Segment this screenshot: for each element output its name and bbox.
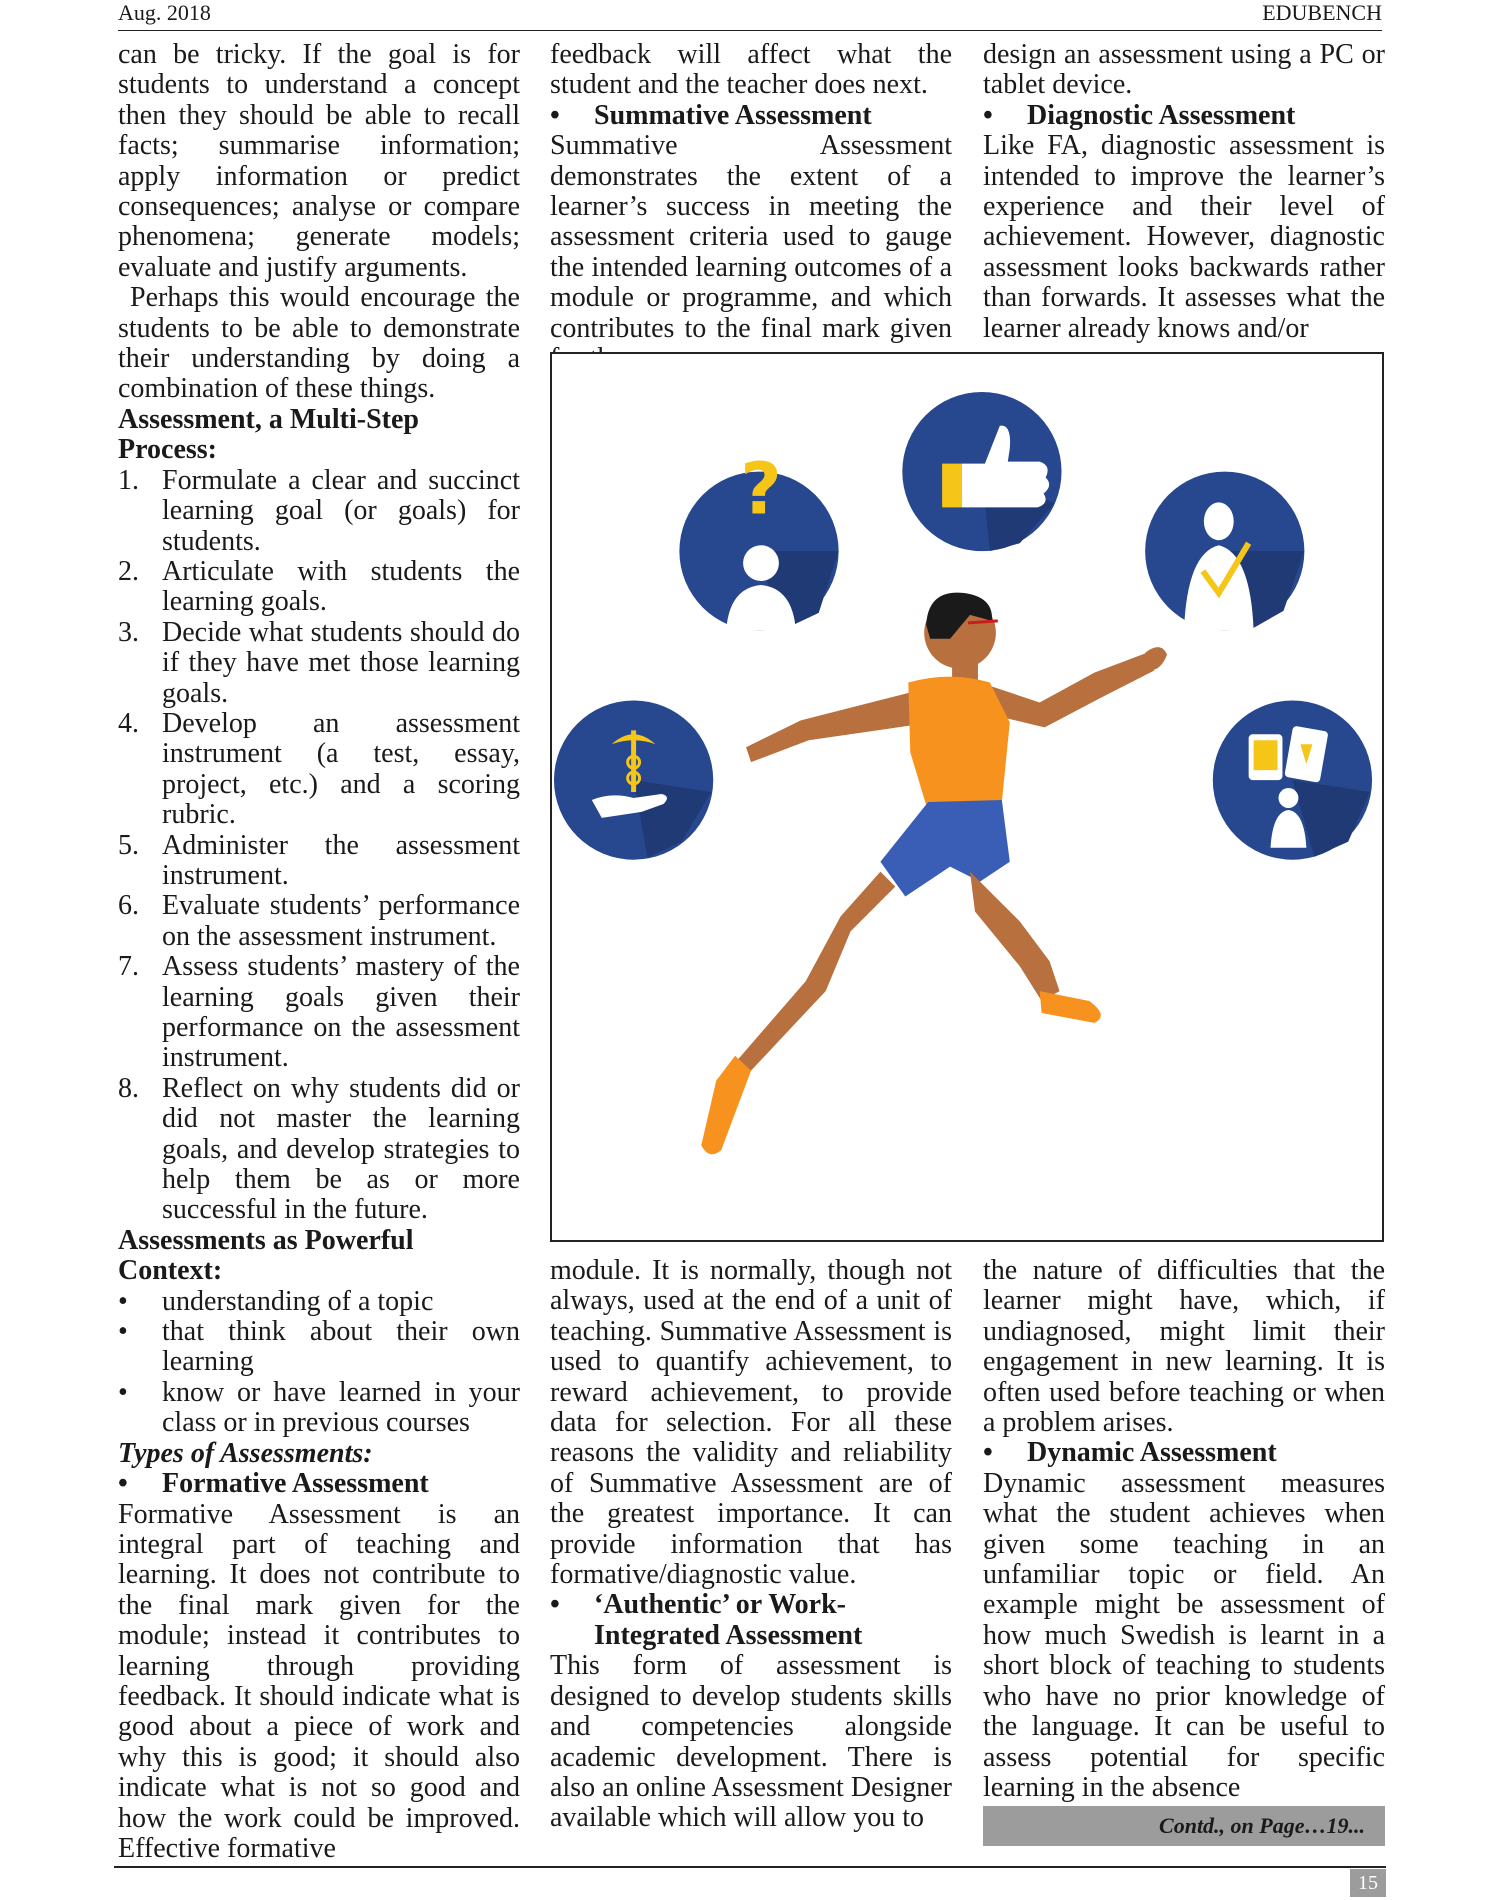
column-2-top [550,40,952,374]
paragraph: module. It is normally, though not always, used at the end of a unit of teaching. Summative Assessment is used to quantify achievement, to reward achievement, to provide data for selection. For all these reasons the validity and reliability of Summative Assessment are of the greatest importance. It can provide information that has formative/diagnostic value. [550,1255,952,1591]
step-text: Reflect on why students did or did not master the learning goals, and develop strategies to help them be as or more successful in the future. [162,1072,520,1226]
step-text: Formulate a clear and succinct learning goal (or goals) for students. [162,464,520,557]
question-person-icon [679,446,838,630]
bullet-icon: • [118,1376,128,1408]
page-number: 15 [1350,1869,1386,1897]
publication-name: EDUBENCH [1262,0,1382,25]
list-item [118,709,520,831]
illustration-figure [550,352,1384,1242]
list-item [118,831,520,892]
section-heading: Assessments as Powerful Context: [118,1224,414,1287]
subsection-heading [550,1590,952,1651]
paragraph: Like FA, diagnostic assessment is intended to improve the learner’s experience and their level of achievement. However, diagnostic assessment looks backwards rather than forwards. It assesses what the learner already knows and/or [983,130,1385,344]
step-number: 6. [118,890,139,922]
step-text: Articulate with students the learning goals. [162,555,520,618]
paragraph: feedback will affect what the student and the teacher does next. [550,39,952,101]
issue-date: Aug. 2018 [118,0,211,25]
paragraph: Perhaps this would encourage the students to be able to demonstrate their understanding by doing a combination of these things. [118,282,520,405]
devices-doctor-icon [1213,700,1372,859]
footer-rule [114,1866,1386,1868]
paragraph: Summative Assessment demonstrates the extent of a learner’s success in meeting the assessment criteria used to gauge the intended learning outcomes of a module or programme, and which contributes to the final mark given [550,130,952,344]
bullet-icon: • [983,1437,993,1469]
person-checkmark-icon [1145,472,1304,631]
column-2-bottom [550,1256,952,1834]
paragraph: This form of assessment is designed to develop students skills and competencies alongside academic development. There is also an online Assessment Designer available which will allow you to [550,1650,952,1834]
svg-text:?: ? [740,446,782,531]
column-3-top [983,40,1385,344]
column-1 [118,40,520,1864]
step-number: 1. [118,464,139,496]
list-item [118,1287,520,1317]
section-heading: Assessment, a Multi-Step Process: [118,403,419,466]
list-item [118,952,520,1074]
bullet-icon: • [550,99,560,131]
step-number: 2. [118,555,139,587]
step-text: Administer the assessment instrument. [162,829,520,891]
bullet-icon: • [118,1285,128,1317]
runner-illustration [701,593,1167,1155]
heading-text: Dynamic Assessment [1027,1437,1277,1469]
bullet-icon: • [118,1468,128,1500]
bullet-text: that think about their own learning [162,1316,520,1378]
context-bullet-list [118,1287,520,1439]
step-number: 5. [118,829,139,861]
heading-text: Diagnostic Assessment [1027,99,1296,131]
paragraph: Formative Assessment is an integral part of teaching and learning. It does not contribute to the final mark given for the module; instead it contributes to learning through providing feedback. It should indicate what is good about a piece of work and why this is good; it should also indicate what is not so good and how the work could be improved. Effective formative [118,1498,520,1864]
subsection-heading [118,1469,520,1499]
process-steps-list [118,466,520,1226]
step-number: 4. [118,707,139,739]
bullet-text: know or have learned in your class or in previous courses [162,1376,520,1439]
heading-text: Summative Assessment [594,99,872,131]
subsection-heading [983,101,1385,131]
step-text: Decide what students should do if they have met those learning goals. [162,616,520,709]
caduceus-hand-icon [554,700,713,859]
paragraph: the nature of difficulties that the learner might have, which, if undiagnosed, might limit their engagement in new learning. It is often used before teaching or when a problem arises. [983,1255,1385,1439]
column-3-bottom [983,1256,1385,1803]
bullet-icon: • [118,1316,128,1348]
step-text: Develop an assessment instrument (a test, essay, project, etc.) and a scoring rubric. [162,707,520,831]
step-number: 8. [118,1072,139,1104]
list-item [118,618,520,709]
bullet-icon: • [983,99,993,131]
list-item [118,557,520,618]
bullet-text: understanding of a topic [162,1285,434,1317]
list-item [118,891,520,952]
step-number: 7. [118,951,139,983]
step-text: Evaluate students’ performance on the assessment instrument. [162,890,520,952]
list-item [118,1378,520,1439]
list-item [118,466,520,557]
header-rule [118,30,1382,31]
bullet-icon: • [550,1589,560,1621]
list-item [118,1317,520,1378]
step-text: Assess students’ mastery of the learning goals given their performance on the assessment instrument. [162,951,520,1074]
section-heading: Types of Assessments: [118,1437,373,1469]
paragraph: can be tricky. If the goal is for students to understand a concept then they should be able to recall facts; summarise information; apply information or predict consequences; analyse or compare phenomena; generate models; evaluate and justify arguments. [118,39,520,283]
thumbs-up-icon [902,392,1061,551]
subsection-heading [550,101,952,131]
subsection-heading [983,1438,1385,1468]
continued-on-page-link[interactable]: Contd., on Page…19... [983,1806,1385,1846]
step-number: 3. [118,616,139,648]
list-item [118,1074,520,1226]
paragraph: design an assessment using a PC or tablet device. [983,39,1385,101]
heading-text: ‘Authentic’ or Work-Integrated Assessment [594,1589,863,1651]
heading-text: Formative Assessment [162,1468,429,1500]
paragraph: Dynamic assessment measures what the student achieves when given some teaching in an unfamiliar topic or field. An example might be assessment of how much Swedish is learnt in a short block of teaching to students who have no prior knowledge of the language. It can be useful to assess potential for specific learning in the absence [983,1467,1385,1803]
